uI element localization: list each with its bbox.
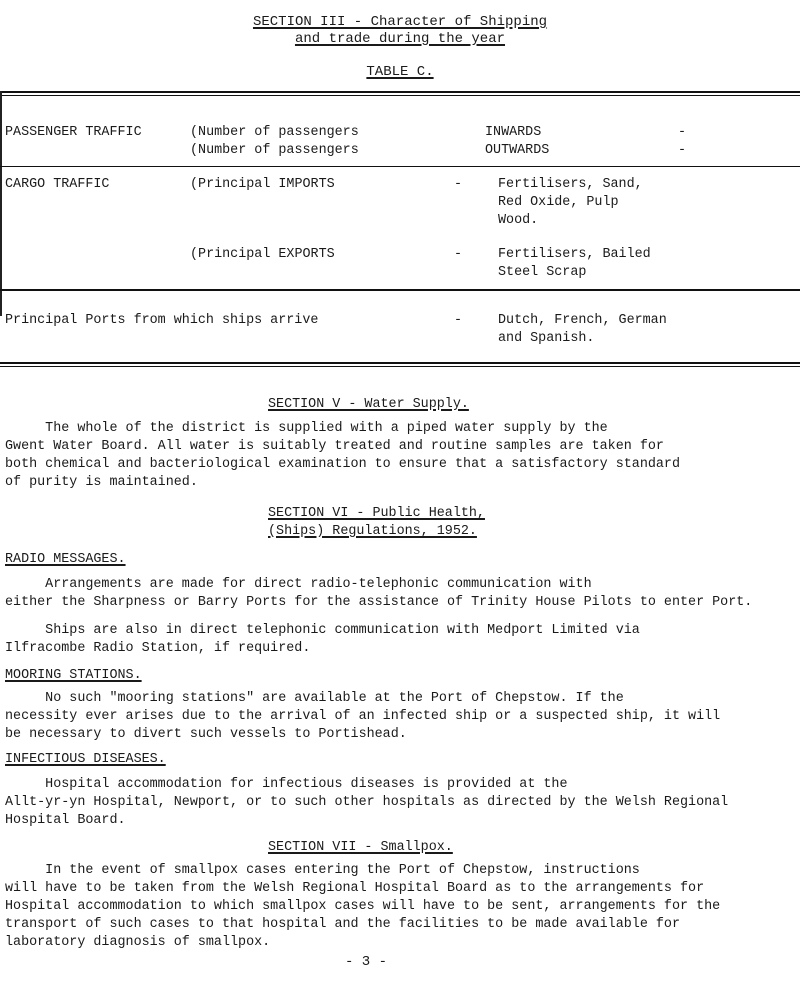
mooring-stations-heading: MOORING STATIONS. xyxy=(5,668,142,683)
passenger-traffic-label: PASSENGER TRAFFIC xyxy=(5,125,142,140)
section-vi-title: SECTION VI - Public Health, xyxy=(268,506,485,521)
body-line: Gwent Water Board. All water is suitably treated and routine samples are taken for xyxy=(5,439,664,454)
cargo-exports-dash: - xyxy=(454,247,463,262)
radio-messages-heading: RADIO MESSAGES. xyxy=(5,552,126,567)
body-line: Allt-yr-yn Hospital, Newport, or to such other hospitals as directed by the Welsh Regional xyxy=(5,795,729,810)
table-bottom-rule-2 xyxy=(0,366,800,367)
table-label: TABLE C. xyxy=(366,64,434,80)
passenger-row-desc: (Number of passengers xyxy=(190,143,359,158)
body-line: necessity ever arises due to the arrival of an infected ship or a suspected ship, it will xyxy=(5,709,721,724)
table-left-edge xyxy=(0,91,2,316)
cargo-imports-value: Wood. xyxy=(498,213,539,228)
section-vi-subtitle: (Ships) Regulations, 1952. xyxy=(268,524,477,539)
cargo-exports-value: Fertilisers, Bailed xyxy=(498,247,651,262)
ports-value: and Spanish. xyxy=(498,331,595,346)
body-line: Ships are also in direct telephonic communication with Medport Limited via xyxy=(5,623,640,638)
page-number: - 3 - xyxy=(345,954,388,970)
infectious-diseases-heading: INFECTIOUS DISEASES. xyxy=(5,752,166,767)
table-divider xyxy=(0,289,800,291)
body-line: No such "mooring stations" are available at the Port of Chepstow. If the xyxy=(5,691,624,706)
ports-dash: - xyxy=(454,313,463,328)
passenger-row-value: OUTWARDS xyxy=(485,143,550,158)
body-line: Ilfracombe Radio Station, if required. xyxy=(5,641,311,656)
cargo-imports-dash: - xyxy=(454,177,463,192)
cargo-exports-desc: (Principal EXPORTS xyxy=(190,247,335,262)
passenger-row-dash: - xyxy=(678,143,687,158)
table-top-rule-2 xyxy=(0,95,800,96)
body-line: transport of such cases to that hospital and the facilities to be made available for xyxy=(5,917,680,932)
ports-label: Principal Ports from which ships arrive xyxy=(5,313,319,328)
cargo-traffic-label: CARGO TRAFFIC xyxy=(5,177,110,192)
passenger-row-desc: (Number of passengers xyxy=(190,125,359,140)
body-line: will have to be taken from the Welsh Regional Hospital Board as to the arrangements for xyxy=(5,881,705,896)
table-top-rule xyxy=(0,91,800,93)
ports-value: Dutch, French, German xyxy=(498,313,667,328)
body-line: be necessary to divert such vessels to Portishead. xyxy=(5,727,407,742)
body-line: Arrangements are made for direct radio-telephonic communication with xyxy=(5,577,592,592)
cargo-imports-desc: (Principal IMPORTS xyxy=(190,177,335,192)
body-line: Hospital Board. xyxy=(5,813,126,828)
cargo-imports-value: Fertilisers, Sand, xyxy=(498,177,643,192)
passenger-row-value: INWARDS xyxy=(485,125,542,140)
cargo-exports-value: Steel Scrap xyxy=(498,265,587,280)
body-line: In the event of smallpox cases entering the Port of Chepstow, instructions xyxy=(5,863,640,878)
section-iii-subtitle: and trade during the year xyxy=(294,31,506,47)
body-line: either the Sharpness or Barry Ports for the assistance of Trinity House Pilots to enter Port. xyxy=(5,595,753,610)
body-line: Hospital accommodation for infectious diseases is provided at the xyxy=(5,777,568,792)
body-line: The whole of the district is supplied with a piped water supply by the xyxy=(5,421,608,436)
body-line: of purity is maintained. xyxy=(5,475,198,490)
passenger-row-dash: - xyxy=(678,125,687,140)
table-bottom-rule xyxy=(0,362,800,364)
body-line: both chemical and bacteriological examination to ensure that a satisfactory standard xyxy=(5,457,680,472)
body-line: laboratory diagnosis of smallpox. xyxy=(5,935,271,950)
body-line: Hospital accommodation to which smallpox cases will have to be sent, arrangements for the xyxy=(5,899,721,914)
cargo-imports-value: Red Oxide, Pulp xyxy=(498,195,619,210)
section-vii-title: SECTION VII - Smallpox. xyxy=(268,840,453,855)
section-v-title: SECTION V - Water Supply. xyxy=(268,397,469,412)
table-divider xyxy=(0,166,800,167)
section-iii-title: SECTION III - Character of Shipping xyxy=(252,14,548,30)
